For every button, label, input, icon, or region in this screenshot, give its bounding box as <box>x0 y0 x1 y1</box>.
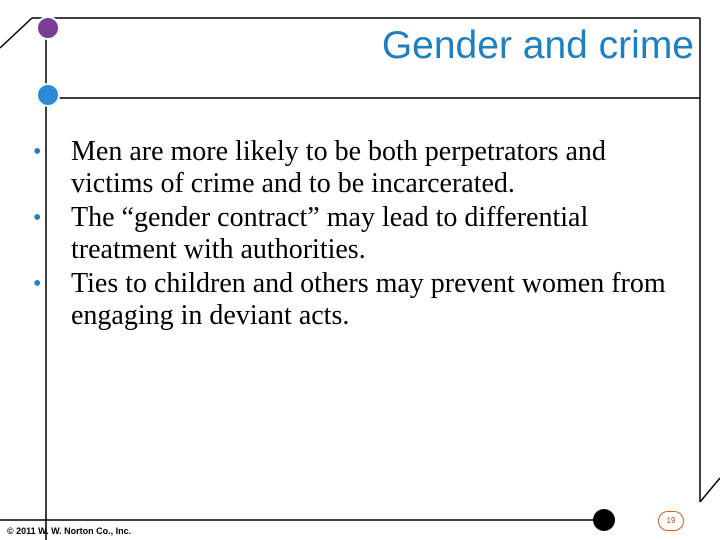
bullet-icon: • <box>33 205 42 231</box>
frame-bottom-right-diagonal <box>700 478 720 502</box>
bullet-item <box>33 136 693 200</box>
bullet-icon: • <box>33 139 42 165</box>
bullet-text: The “gender contract” may lead to differential treatment with authorities. <box>71 202 589 265</box>
bullet-icon: • <box>33 271 42 297</box>
bullet-text: Men are more likely to be both perpetrators and victims of crime and to be incarcerated. <box>71 136 606 199</box>
blue-dot-icon <box>37 84 59 106</box>
frame-top-left-diagonal <box>0 18 32 48</box>
purple-dot-icon <box>37 17 59 39</box>
page-number-badge: 19 <box>658 511 684 531</box>
copyright-notice: © 2011 W. W. Norton Co., Inc. <box>7 526 132 536</box>
black-dot-icon <box>593 509 615 531</box>
bullet-text: Ties to children and others may prevent women from engaging in deviant acts. <box>71 268 666 331</box>
bullet-item <box>33 202 693 266</box>
slide-title: Gender and crime <box>381 24 694 67</box>
bullet-item <box>33 268 693 332</box>
bullet-list <box>33 136 693 334</box>
